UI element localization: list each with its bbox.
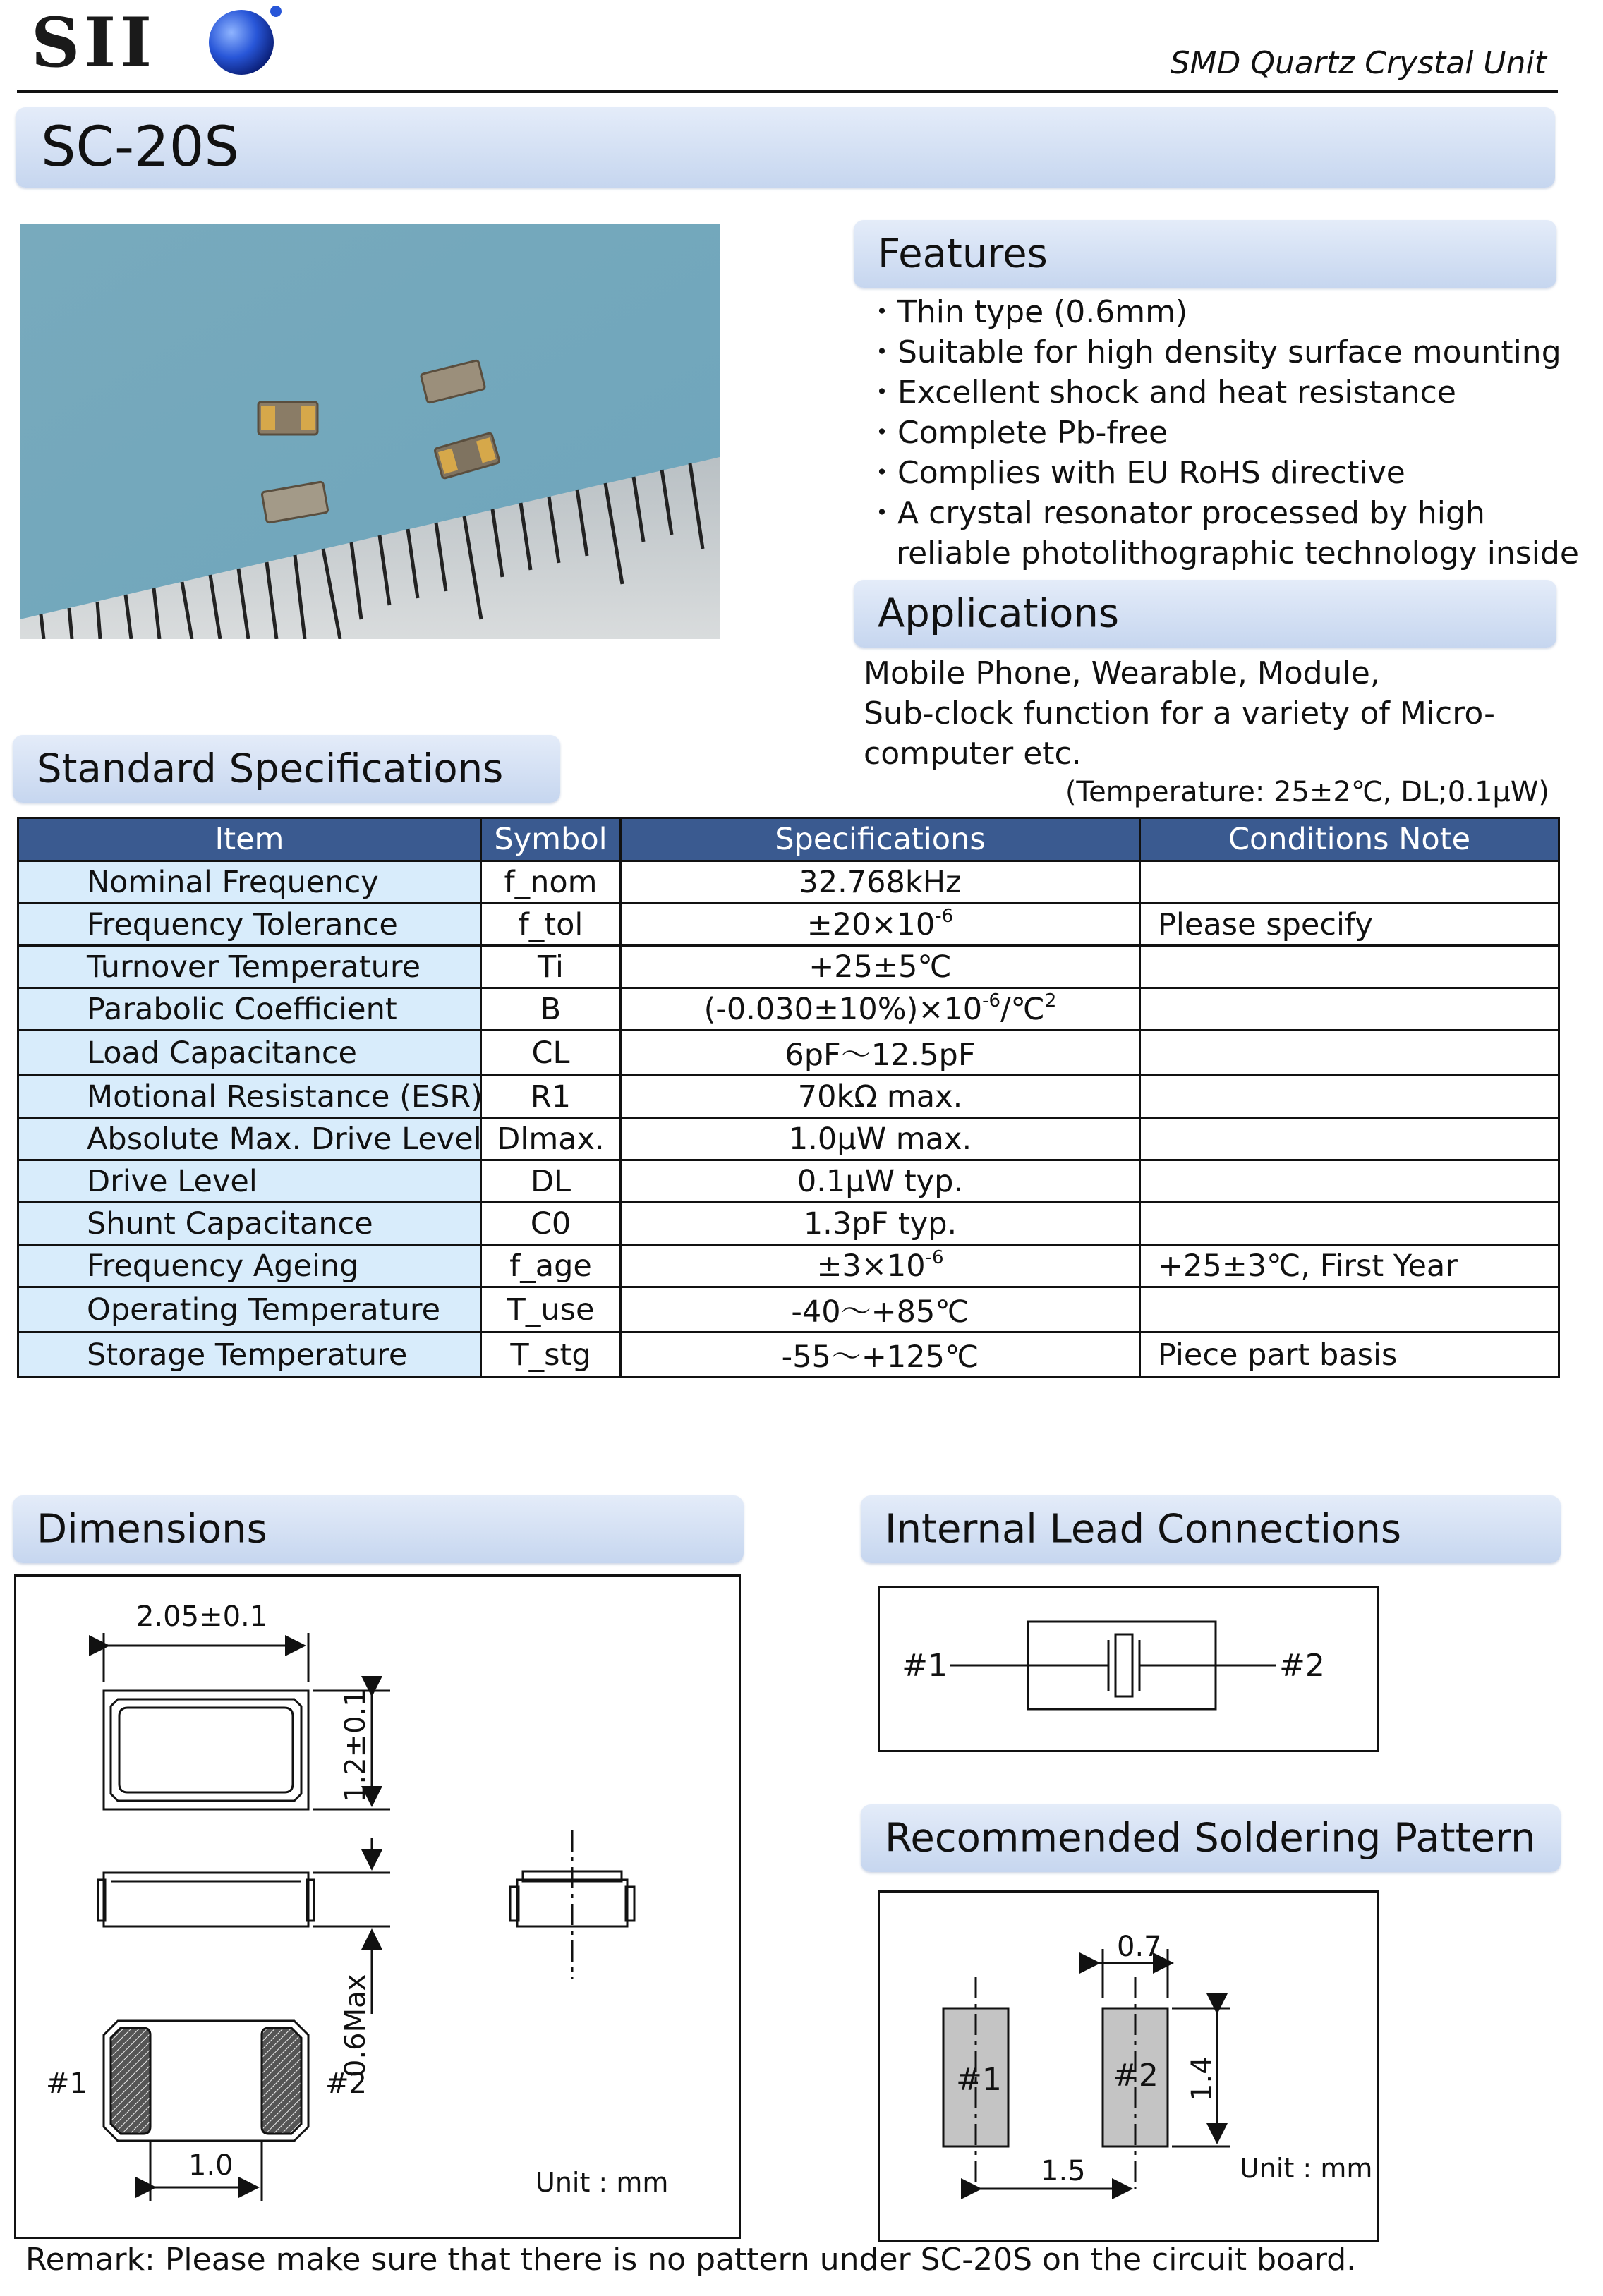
spec-symbol: Dlmax. [481,1118,621,1160]
product-photo [20,224,720,639]
sii-logo [31,6,285,76]
spec-table [17,817,1560,1378]
table-row [18,988,1559,1031]
pin1-label: #1 [46,2067,87,2100]
spec-value: $(-0.030\pm 10\%)\times 10^{-6}/℃^2$ [621,988,1140,1031]
feature-item: ・Thin type (0.6mm) [866,294,1188,330]
feature-item: ・A crystal resonator processed by high [866,495,1485,531]
applications-line: Mobile Phone, Wearable, Module, [864,655,1380,691]
spec-symbol: B [481,988,621,1031]
spec-note [1140,1287,1559,1332]
dim-width-label: 1.2±0.1 [339,1689,372,1802]
spec-item: Nominal Frequency [18,861,481,904]
spec-value: 70kΩ max. [621,1076,1140,1118]
spec-value: 6pF～12.5pF [621,1031,1140,1076]
table-row [18,1245,1559,1287]
spec-symbol: Ti [481,946,621,988]
spec-item: Frequency Tolerance [18,904,481,946]
table-row [18,946,1559,988]
features-title: Features [878,231,1048,277]
spec-item: Parabolic Coefficient [18,988,481,1031]
spec-item: Drive Level [18,1160,481,1203]
spec-item: Operating Temperature [18,1287,481,1332]
spec-symbol: f_nom [481,861,621,904]
soldering-header [861,1804,1561,1872]
table-row [18,1332,1559,1378]
spec-table-header-row [18,818,1559,861]
pad2-label: #2 [1113,2058,1159,2094]
feature-item: ・Suitable for high density surface mounting [866,334,1561,370]
spec-item: Shunt Capacitance [18,1203,481,1245]
logo-sphere-icon [209,10,274,75]
feature-item: ・Complies with EU RoHS directive [866,455,1405,491]
spec-note: Piece part basis [1140,1332,1559,1378]
dimensions-header [13,1495,744,1563]
table-row [18,861,1559,904]
remark-text: Remark: Please make sure that there is no pattern under SC-20S on the circuit board. [25,2242,1357,2278]
pad-height-label: 1.4 [1186,2056,1218,2101]
dimensions-drawing [14,1574,741,2239]
soldering-title: Recommended Soldering Pattern [885,1815,1536,1861]
applications-line: computer etc. [864,736,1082,772]
spec-value: 1.0μW max. [621,1118,1140,1160]
spec-note [1140,861,1559,904]
spec-value: 1.3pF typ. [621,1203,1140,1245]
pad1-label: #1 [956,2062,1002,2098]
spec-symbol: f_tol [481,904,621,946]
lead-header [861,1495,1561,1563]
spec-note [1140,1160,1559,1203]
table-row [18,1118,1559,1160]
header-rule [17,90,1558,93]
spec-item: Load Capacitance [18,1031,481,1076]
lead-diagram [878,1586,1379,1752]
soldering-diagram [878,1890,1379,2242]
table-row [18,904,1559,946]
feature-item: ・Complete Pb-free [866,415,1168,451]
unit-label: Unit : mm [536,2167,669,2198]
features-header [854,220,1556,288]
table-row [18,1160,1559,1203]
model-banner [16,107,1555,188]
dim-height-label: 0.6Max [339,1974,372,2077]
spec-item: Turnover Temperature [18,946,481,988]
spec-item: Absolute Max. Drive Level [18,1118,481,1160]
feature-item: reliable photolithographic technology inside [866,535,1579,571]
feature-item: ・Excellent shock and heat resistance [866,375,1456,411]
soldering-unit-label: Unit : mm [1240,2153,1373,2184]
applications-title: Applications [878,590,1120,637]
spec-value: -40～+85℃ [621,1287,1140,1332]
applications-line: Sub-clock function for a variety of Micro- [864,696,1495,731]
specs-condition-note: (Temperature: 25±2℃, DL;0.1μW) [1065,776,1549,808]
col-header-conditions: Conditions Note [1140,818,1559,861]
spec-symbol: C0 [481,1203,621,1245]
spec-note [1140,1118,1559,1160]
dimensions-title: Dimensions [37,1506,267,1553]
spec-value: +25±5℃ [621,946,1140,988]
spec-item: Storage Temperature [18,1332,481,1378]
applications-header [854,580,1556,648]
spec-symbol: T_use [481,1287,621,1332]
spec-note [1140,1031,1559,1076]
spec-value: 0.1μW typ. [621,1160,1140,1203]
spec-symbol: DL [481,1160,621,1203]
specs-title: Standard Specifications [37,746,504,792]
specs-header [13,735,560,803]
spec-note [1140,1203,1559,1245]
pitch-label: 1.5 [1041,2155,1086,2187]
spec-symbol: f_age [481,1245,621,1287]
table-row [18,1287,1559,1332]
crystal-icon [1115,1634,1132,1696]
spec-value: $\pm 3\times 10^{-6}$ [621,1245,1140,1287]
table-row [18,1203,1559,1245]
col-header-symbol: Symbol [481,818,621,861]
table-row [18,1031,1559,1076]
spec-value: -55～+125℃ [621,1332,1140,1378]
logo-text: SII [31,6,157,76]
lead-pin2-label: #2 [1279,1648,1325,1684]
spec-symbol: R1 [481,1076,621,1118]
spec-value: 32.768kHz [621,861,1140,904]
pad-width-label: 0.7 [1117,1931,1162,1963]
lead-pin1-label: #1 [902,1648,948,1684]
pin2-label: #2 [325,2067,367,2100]
spec-note: Please specify [1140,904,1559,946]
dim-length-label: 2.05±0.1 [136,1600,268,1633]
col-header-specifications: Specifications [621,818,1140,861]
spec-note [1140,946,1559,988]
spec-symbol: T_stg [481,1332,621,1378]
col-header-item: Item [18,818,481,861]
dim-gap-label: 1.0 [188,2149,234,2182]
table-row [18,1076,1559,1118]
lead-title: Internal Lead Connections [885,1506,1401,1553]
spec-item: Frequency Ageing [18,1245,481,1287]
spec-note [1140,988,1559,1031]
spec-item: Motional Resistance (ESR) [18,1076,481,1118]
product-category: SMD Quartz Crystal Unit [1170,45,1547,81]
spec-symbol: CL [481,1031,621,1076]
page-title: SC-20S [41,116,239,179]
spec-note: +25±3℃, First Year [1140,1245,1559,1287]
spec-note [1140,1076,1559,1118]
spec-value: $\pm 20\times 10^{-6}$ [621,904,1140,946]
